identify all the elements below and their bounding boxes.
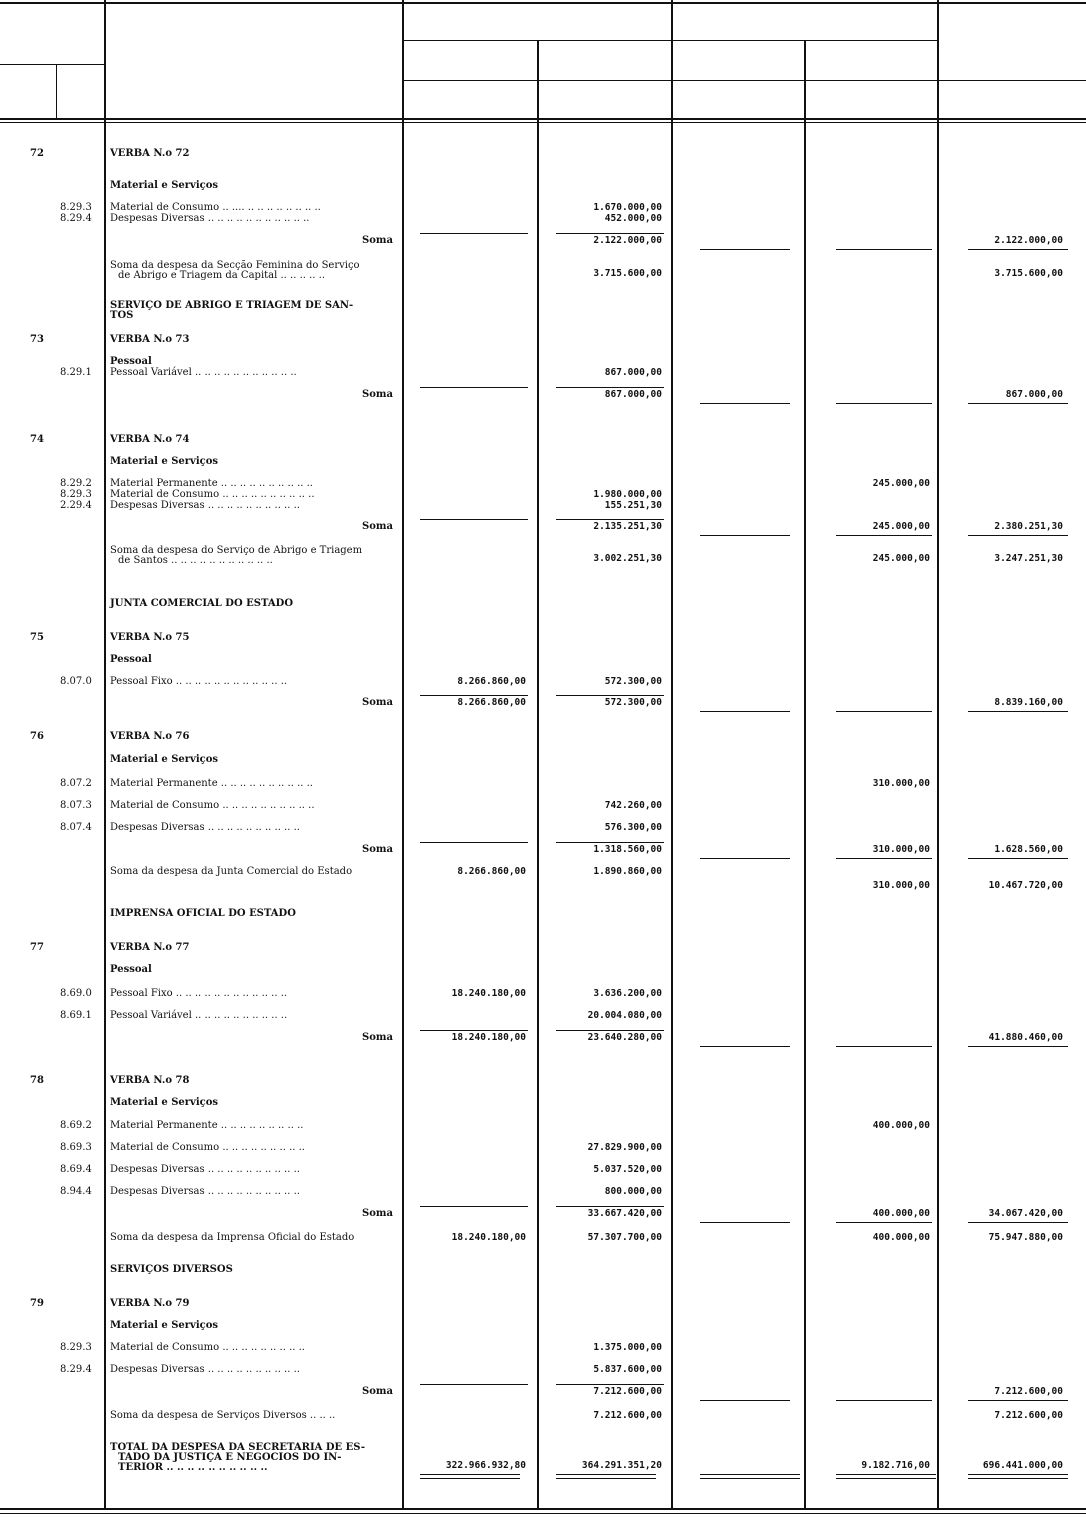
bottom-border-2 (0, 1513, 1086, 1514)
sum-rule (968, 249, 1068, 250)
row-soma-label: Soma (362, 235, 393, 246)
sum-rule (836, 711, 932, 712)
row-description: Pessoal (110, 964, 152, 975)
header-bottom-line-2 (0, 122, 1086, 123)
row-description: VERBA N.o 78 (110, 1075, 190, 1086)
cell-ev: 800.000,00 (604, 1186, 662, 1197)
cell-mv: 245.000,00 (872, 553, 930, 564)
cell-total: 3.247.251,30 (994, 553, 1063, 564)
row-local-code: 73 (30, 334, 44, 345)
cell-ev: 5.037.520,00 (593, 1164, 662, 1175)
row-description: Pessoal Fixo .. .. .. .. .. .. .. .. .. .. .. .. (110, 676, 288, 687)
row-geral-code: 8.29.4 (60, 213, 92, 224)
row-geral-code: 8.69.0 (60, 988, 92, 999)
row-description: Pessoal (110, 654, 152, 665)
cell-total: 3.715.600,00 (994, 268, 1063, 279)
total-rule (836, 1478, 936, 1479)
sum-rule (556, 1030, 664, 1031)
sum-rule (700, 249, 790, 250)
row-description: Pessoal Fixo .. .. .. .. .. .. .. .. .. .. .. .. (110, 988, 288, 999)
cell-ef: 322.966.932,80 (445, 1460, 526, 1471)
row-local-code: 74 (30, 434, 44, 445)
row-description: Material e Serviços (110, 180, 219, 191)
row-description: Despesas Diversas .. .. .. .. .. .. .. .. .. .. (110, 1164, 300, 1175)
cell-ef: 8.266.860,00 (457, 697, 526, 708)
row-description: Despesas Diversas .. .. .. .. .. .. .. .. .. .. (110, 500, 300, 511)
row-description: Despesas Diversas .. .. .. .. .. .. .. .. .. .. .. (110, 213, 310, 224)
row-geral-code: 2.29.4 (60, 500, 92, 511)
row-description: TOTAL DA DESPESA DA SECRETARIA DE ES- (110, 1442, 366, 1453)
cell-ev: 1.318.560,00 (593, 844, 662, 855)
row-description: Soma da despesa da Imprensa Oficial do Estado (110, 1232, 355, 1243)
row-local-code: 78 (30, 1075, 44, 1086)
row-description: Soma da despesa da Junta Comercial do Estado (110, 866, 353, 877)
row-description: SERVIÇOS DIVERSOS (110, 1264, 233, 1275)
row-description: Soma da despesa de Serviços Diversos .. .. .. (110, 1410, 336, 1421)
row-description: Material Permanente .. .. .. .. .. .. .. .. .. .. (110, 778, 313, 789)
row-description: Soma da despesa da Secção Feminina do Serviço (110, 260, 360, 271)
header-line-sub (402, 80, 1086, 81)
cell-total: 8.839.160,00 (994, 697, 1063, 708)
row-description: VERBA N.o 73 (110, 334, 190, 345)
cell-ev: 742.260,00 (604, 800, 662, 811)
cell-total: 41.880.460,00 (988, 1032, 1063, 1043)
cell-mv: 400.000,00 (872, 1208, 930, 1219)
sum-rule (556, 695, 664, 696)
header-line-codes (0, 64, 104, 65)
cell-ev: 452.000,00 (604, 213, 662, 224)
sum-rule (700, 403, 790, 404)
row-geral-code: 8.07.4 (60, 822, 92, 833)
cell-ev: 7.212.600,00 (593, 1410, 662, 1421)
sum-rule (556, 1206, 664, 1207)
row-description: Material e Serviços (110, 456, 219, 467)
cell-ev: 867.000,00 (604, 389, 662, 400)
sum-rule (420, 1206, 528, 1207)
row-description: Material Permanente .. .. .. .. .. .. .. .. .. (110, 1120, 304, 1131)
total-rule (700, 1478, 800, 1479)
cell-ev: 576.300,00 (604, 822, 662, 833)
row-soma-label: Soma (362, 1386, 393, 1397)
row-soma-label: Soma (362, 521, 393, 532)
cell-total: 2.380.251,30 (994, 521, 1063, 532)
row-description: JUNTA COMERCIAL DO ESTADO (110, 598, 294, 609)
row-description: Despesas Diversas .. .. .. .. .. .. .. .. .. .. (110, 1186, 300, 1197)
row-soma-label: Soma (362, 697, 393, 708)
row-geral-code: 8.29.3 (60, 489, 92, 500)
top-border (0, 2, 1086, 4)
cell-ev: 5.837.600,00 (593, 1364, 662, 1375)
total-rule (420, 1478, 520, 1479)
total-rule (700, 1474, 800, 1475)
sum-rule (700, 1400, 790, 1401)
bottom-border (0, 1508, 1086, 1510)
cell-total: 10.467.720,00 (988, 880, 1063, 891)
sum-rule (968, 1222, 1068, 1223)
header-bottom-line (0, 118, 1086, 120)
row-local-code: 76 (30, 731, 44, 742)
row-geral-code: 8.07.3 (60, 800, 92, 811)
row-geral-code: 8.29.1 (60, 367, 92, 378)
row-description-cont: de Abrigo e Triagem da Capital .. .. .. .. .. (118, 270, 326, 281)
cell-total: 867.000,00 (1005, 389, 1063, 400)
sum-rule (556, 233, 664, 234)
row-geral-code: 8.29.3 (60, 202, 92, 213)
row-description: Material de Consumo .. .. .. .. .. .. .. .. .. .. (110, 800, 315, 811)
cell-ef: 18.240.180,00 (451, 988, 526, 999)
col-line-codes (104, 0, 106, 1510)
row-geral-code: 8.69.3 (60, 1142, 92, 1153)
row-description: Soma da despesa do Serviço de Abrigo e Triagem (110, 545, 363, 556)
row-geral-code: 8.07.0 (60, 676, 92, 687)
row-description: SERVIÇO DE ABRIGO E TRIAGEM DE SAN- (110, 300, 354, 311)
row-description: VERBA N.o 74 (110, 434, 190, 445)
sum-rule (836, 403, 932, 404)
cell-ev: 2.135.251,30 (593, 521, 662, 532)
cell-ev: 57.307.700,00 (587, 1232, 662, 1243)
row-description: Pessoal Variável .. .. .. .. .. .. .. .. .. .. (110, 1010, 288, 1021)
cell-total: 75.947.880,00 (988, 1232, 1063, 1243)
row-description: VERBA N.o 72 (110, 148, 190, 159)
row-soma-label: Soma (362, 1032, 393, 1043)
total-rule (968, 1478, 1068, 1479)
col-line-local-geral (56, 64, 57, 120)
row-description: VERBA N.o 76 (110, 731, 190, 742)
row-soma-label: Soma (362, 844, 393, 855)
row-description: Material de Consumo .. .. .. .. .. .. .. .. .. .. (110, 489, 315, 500)
sum-rule (420, 1030, 528, 1031)
cell-ef: 8.266.860,00 (457, 676, 526, 687)
row-local-code: 75 (30, 632, 44, 643)
sum-rule (556, 519, 664, 520)
col-line-designacao (402, 0, 404, 1510)
row-description: VERBA N.o 75 (110, 632, 190, 643)
row-description: Despesas Diversas .. .. .. .. .. .. .. .. .. .. (110, 822, 300, 833)
sum-rule (968, 1046, 1068, 1047)
cell-ev: 1.980.000,00 (593, 489, 662, 500)
row-description-cont: TADO DA JUSTIÇA E NEGOCIOS DO IN- (118, 1452, 342, 1463)
cell-ev: 3.002.251,30 (593, 553, 662, 564)
cell-mv: 400.000,00 (872, 1120, 930, 1131)
cell-ev: 1.670.000,00 (593, 202, 662, 213)
cell-ev: 867.000,00 (604, 367, 662, 378)
cell-ev: 27.829.900,00 (587, 1142, 662, 1153)
row-description: Pessoal (110, 356, 152, 367)
cell-mv: 310.000,00 (872, 778, 930, 789)
cell-ef: 18.240.180,00 (451, 1232, 526, 1243)
row-description: VERBA N.o 79 (110, 1298, 190, 1309)
row-local-code: 72 (30, 148, 44, 159)
row-soma-label: Soma (362, 1208, 393, 1219)
header-line-groups (402, 40, 937, 41)
row-geral-code: 8.29.4 (60, 1364, 92, 1375)
sum-rule (420, 1384, 528, 1385)
sum-rule (556, 387, 664, 388)
col-line-mutacoes (804, 40, 806, 1510)
cell-ev: 3.636.200,00 (593, 988, 662, 999)
cell-ev: 2.122.000,00 (593, 235, 662, 246)
sum-rule (968, 711, 1068, 712)
cell-total: 1.628.560,00 (994, 844, 1063, 855)
cell-mv: 310.000,00 (872, 844, 930, 855)
row-local-code: 77 (30, 942, 44, 953)
sum-rule (420, 519, 528, 520)
row-description: Material Permanente .. .. .. .. .. .. .. .. .. .. (110, 478, 313, 489)
total-rule (556, 1474, 656, 1475)
row-description: IMPRENSA OFICIAL DO ESTADO (110, 908, 296, 919)
sum-rule (836, 249, 932, 250)
row-description-cont: TOS (110, 310, 134, 321)
row-description: Material de Consumo .. .... .. .. .. .. .. .. .. .. (110, 202, 321, 213)
cell-ev: 1.375.000,00 (593, 1342, 662, 1353)
cell-total: 2.122.000,00 (994, 235, 1063, 246)
cell-total: 696.441.000,00 (982, 1460, 1063, 1471)
sum-rule (700, 535, 790, 536)
sum-rule (700, 1046, 790, 1047)
sum-rule (420, 842, 528, 843)
cell-ev: 33.667.420,00 (587, 1208, 662, 1219)
cell-mv: 400.000,00 (872, 1232, 930, 1243)
row-description: Material de Consumo .. .. .. .. .. .. .. .. .. (110, 1142, 305, 1153)
sum-rule (556, 1384, 664, 1385)
sum-rule (968, 1400, 1068, 1401)
row-description: Pessoal Variável .. .. .. .. .. .. .. .. .. .. .. (110, 367, 297, 378)
cell-ev: 364.291.351,20 (581, 1460, 662, 1471)
sum-rule (556, 842, 664, 843)
row-description-cont: TERIOR .. .. .. .. .. .. .. .. .. .. (118, 1462, 268, 1473)
cell-mv: 245.000,00 (872, 478, 930, 489)
total-rule (836, 1474, 936, 1475)
sum-rule (968, 535, 1068, 536)
total-rule (556, 1478, 656, 1479)
row-description: Material e Serviços (110, 1320, 219, 1331)
total-rule (420, 1474, 520, 1475)
row-description: Material de Consumo .. .. .. .. .. .. .. .. .. (110, 1342, 305, 1353)
row-description-cont: de Santos .. .. .. .. .. .. .. .. .. .. .. (118, 555, 273, 566)
cell-mv: 9.182.716,00 (861, 1460, 930, 1471)
sum-rule (968, 858, 1068, 859)
sum-rule (836, 858, 932, 859)
cell-total: 7.212.600,00 (994, 1410, 1063, 1421)
col-line-total (937, 0, 939, 1510)
cell-mv: 245.000,00 (872, 521, 930, 532)
row-geral-code: 8.29.3 (60, 1342, 92, 1353)
total-rule (968, 1474, 1068, 1475)
row-geral-code: 8.94.4 (60, 1186, 92, 1197)
sum-rule (420, 387, 528, 388)
cell-ef: 18.240.180,00 (451, 1032, 526, 1043)
row-geral-code: 8.29.2 (60, 478, 92, 489)
row-description: Despesas Diversas .. .. .. .. .. .. .. .. .. .. (110, 1364, 300, 1375)
row-geral-code: 8.69.1 (60, 1010, 92, 1021)
cell-ef: 8.266.860,00 (457, 866, 526, 877)
cell-ev: 572.300,00 (604, 697, 662, 708)
sum-rule (968, 403, 1068, 404)
col-line-mid (671, 0, 673, 1510)
row-local-code: 79 (30, 1298, 44, 1309)
cell-total: 7.212.600,00 (994, 1386, 1063, 1397)
sum-rule (700, 858, 790, 859)
sum-rule (700, 711, 790, 712)
row-description: Material e Serviços (110, 1097, 219, 1108)
row-description: Material e Serviços (110, 754, 219, 765)
cell-ev: 20.004.080,00 (587, 1010, 662, 1021)
sum-rule (836, 1400, 932, 1401)
sum-rule (836, 1222, 932, 1223)
sum-rule (420, 233, 528, 234)
cell-mv: 310.000,00 (872, 880, 930, 891)
sum-rule (836, 535, 932, 536)
sum-rule (700, 1222, 790, 1223)
cell-ev: 23.640.280,00 (587, 1032, 662, 1043)
col-line-efetivas (537, 40, 539, 1510)
cell-ev: 7.212.600,00 (593, 1386, 662, 1397)
row-geral-code: 8.69.4 (60, 1164, 92, 1175)
sum-rule (836, 1046, 932, 1047)
cell-total: 34.067.420,00 (988, 1208, 1063, 1219)
sum-rule (420, 695, 528, 696)
cell-ev: 1.890.860,00 (593, 866, 662, 877)
row-description: VERBA N.o 77 (110, 942, 190, 953)
cell-ev: 3.715.600,00 (593, 268, 662, 279)
row-geral-code: 8.07.2 (60, 778, 92, 789)
row-soma-label: Soma (362, 389, 393, 400)
cell-ev: 155.251,30 (604, 500, 662, 511)
cell-ev: 572.300,00 (604, 676, 662, 687)
row-geral-code: 8.69.2 (60, 1120, 92, 1131)
